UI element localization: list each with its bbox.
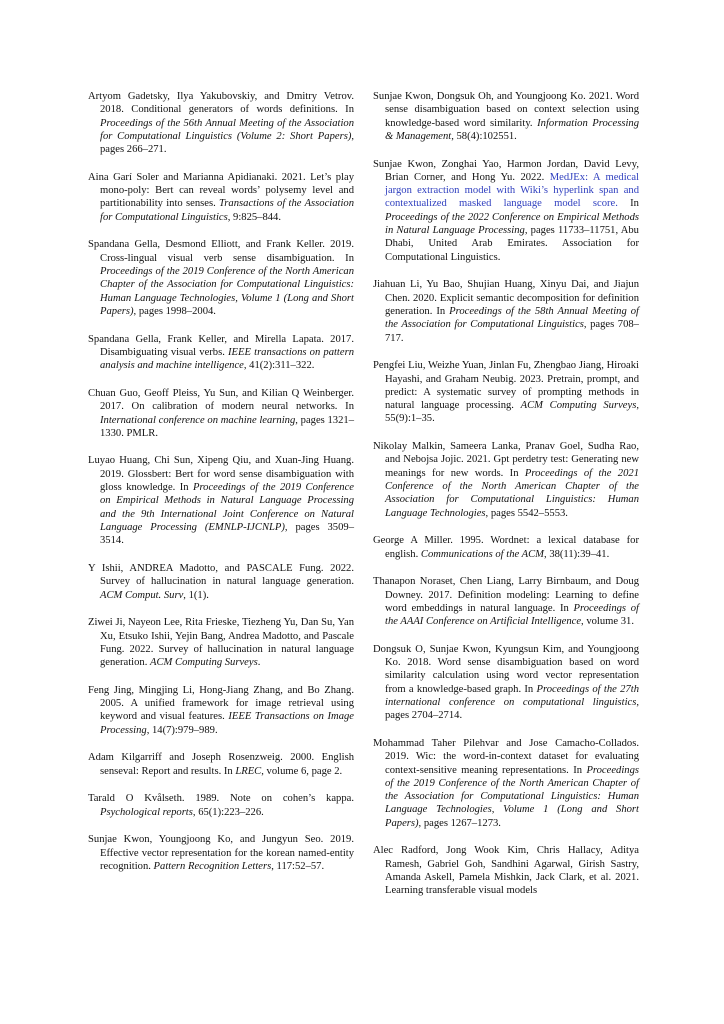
reference-entry: George A Miller. 1995. Wordnet: a lexical database for english. Communications of the ACM, 38(11):39–41. bbox=[373, 535, 639, 560]
reference-entry: Sunjae Kwon, Youngjoong Ko, and Jungyun Seo. 2019. Effective vector representation for the korean named-entity recognition. Pattern Recognition Letters, 117:52–57. bbox=[88, 834, 354, 872]
reference-entry: Y Ishii, ANDREA Madotto, and PASCALE Fung. 2022. Survey of hallucination in natural language generation. ACM Comput. Surv, 1(1). bbox=[88, 562, 354, 601]
reference-entry: Sunjae Kwon, Zonghai Yao, Harmon Jordan, David Levy, Brian Corner, and Hong Yu. 2022. MedJEx: A medical jargon extraction model with Wiki’s hyperlink span and contextualized masked language model score. In Proceedings of the 2022 Conference on Empirical Methods in Natural Language Processing, pages 11733–11751, Abu Dhabi, United Arab Emirates. Association for Computational Linguistics. bbox=[373, 158, 639, 263]
reference-entry: Mohammad Taher Pilehvar and Jose Camacho-Collados. 2019. Wic: the word-in-context dataset for evaluating context-sensitive meaning representations. In Proceedings of the 2019 Conference of the North American Chapter of the Association for Computational Linguistics: Human Language Technologies, Volume 1 (Long and Short Papers), pages 1267–1273. bbox=[373, 738, 639, 829]
reference-entry: Luyao Huang, Chi Sun, Xipeng Qiu, and Xuan-Jing Huang. 2019. Glossbert: Bert for word sense disambiguation with gloss knowledge. In Proceedings of the 2019 Conference on Empirical Methods in Natural Language Processing and the 9th International Joint Conference on Natural Language Processing (EMNLP-IJCNLP), pages 3509–3514. bbox=[88, 455, 354, 547]
reference-entry: Nikolay Malkin, Sameera Lanka, Pranav Goel, Sudha Rao, and Nebojsa Jojic. 2021. Gpt perdetry test: Generating new meanings for new words. In Proceedings of the 2021 Conference of the North American Chapter of the Association for Computational Linguistics: Human Language Technologies, pages 5542–5553. bbox=[373, 441, 639, 519]
left-column bbox=[88, 90, 354, 888]
reference-entry: Adam Kilgarriff and Joseph Rosenzweig. 2000. English senseval: Report and results. In LREC, volume 6, page 2. bbox=[88, 752, 354, 777]
reference-entry: Spandana Gella, Frank Keller, and Mirella Lapata. 2017. Disambiguating visual verbs. IEEE transactions on pattern analysis and machine intelligence, 41(2):311–322. bbox=[88, 333, 354, 372]
reference-entry: Pengfei Liu, Weizhe Yuan, Jinlan Fu, Zhengbao Jiang, Hiroaki Hayashi, and Graham Neubig. 2023. Pretrain, prompt, and predict: A systematic survey of prompting methods in natural language processing. ACM Computing Surveys, 55(9):1–35. bbox=[373, 360, 639, 425]
reference-entry: Sunjae Kwon, Dongsuk Oh, and Youngjoong Ko. 2021. Word sense disambiguation based on context selection using knowledge-based word similarity. Information Processing & Management, 58(4):102551. bbox=[373, 91, 639, 142]
right-column bbox=[373, 90, 639, 912]
reference-entry: Jiahuan Li, Yu Bao, Shujian Huang, Xinyu Dai, and Jiajun Chen. 2020. Explicit semantic decomposition for definition generation. In Proceedings of the 58th Annual Meeting of the Association for Computational Linguistics, pages 708–717. bbox=[373, 279, 639, 344]
reference-entry: Thanapon Noraset, Chen Liang, Larry Birnbaum, and Doug Downey. 2017. Definition modeling: Learning to define word embeddings in natural language. In Proceedings of the AAAI Conference on Artificial Intelligence, volume 31. bbox=[373, 576, 639, 628]
reference-entry: Chuan Guo, Geoff Pleiss, Yu Sun, and Kilian Q Weinberger. 2017. On calibration of modern neural networks. In International conference on machine learning, pages 1321–1330. PMLR. bbox=[88, 387, 354, 439]
reference-entry: Tarald O Kvålseth. 1989. Note on cohen’s kappa. Psychological reports, 65(1):223–226. bbox=[88, 793, 354, 818]
reference-entry: Ziwei Ji, Nayeon Lee, Rita Frieske, Tiezheng Yu, Dan Su, Yan Xu, Etsuko Ishii, Yejin Bang, Andrea Madotto, and Pascale Fung. 2022. Survey of hallucination in natural language generation. ACM Computing Surveys. bbox=[88, 617, 354, 669]
reference-entry: Spandana Gella, Desmond Elliott, and Frank Keller. 2019. Cross-lingual visual verb sense disambiguation. In Proceedings of the 2019 Conference of the North American Chapter of the Association for Computational Linguistics: Human Language Technologies, Volume 1 (Long and Short Papers), pages 1998–2004. bbox=[88, 239, 354, 317]
reference-entry: Dongsuk O, Sunjae Kwon, Kyungsun Kim, and Youngjoong Ko. 2018. Word sense disambiguation based on word similarity calculation using word vector representation from a knowledge-based graph. In Proceedings of the 27th international conference on computational linguistics, pages 2704–2714. bbox=[373, 643, 639, 722]
reference-entry: Aina Garí Soler and Marianna Apidianaki. 2021. Let’s play mono-poly: Bert can reveal words’ polysemy level and partitionability into senses. Transactions of the Association for Computational Linguistics, 9:825–844. bbox=[88, 171, 355, 223]
reference-entry: Feng Jing, Mingjing Li, Hong-Jiang Zhang, and Bo Zhang. 2005. A unified framework for image retrieval using keyword and visual features. IEEE Transactions on Image Processing, 14(7):979–989. bbox=[88, 684, 355, 736]
medjex-paper-link[interactable]: MedJEx: A medical jargon extraction model with Wiki’s hyperlink span and contextualized masked language model score. bbox=[385, 171, 639, 210]
reference-entry: Artyom Gadetsky, Ilya Yakubovskiy, and Dmitry Vetrov. 2018. Conditional generators of words definitions. In Proceedings of the 56th Annual Meeting of the Association for Computational Linguistics (Volume 2: Short Papers), pages 266–271. bbox=[88, 91, 354, 156]
reference-entry: Alec Radford, Jong Wook Kim, Chris Hallacy, Aditya Ramesh, Gabriel Goh, Sandhini Agarwal, Girish Sastry, Amanda Askell, Pamela Mishkin, Jack Clark, et al. 2021. Learning transferable visual models bbox=[373, 845, 639, 897]
